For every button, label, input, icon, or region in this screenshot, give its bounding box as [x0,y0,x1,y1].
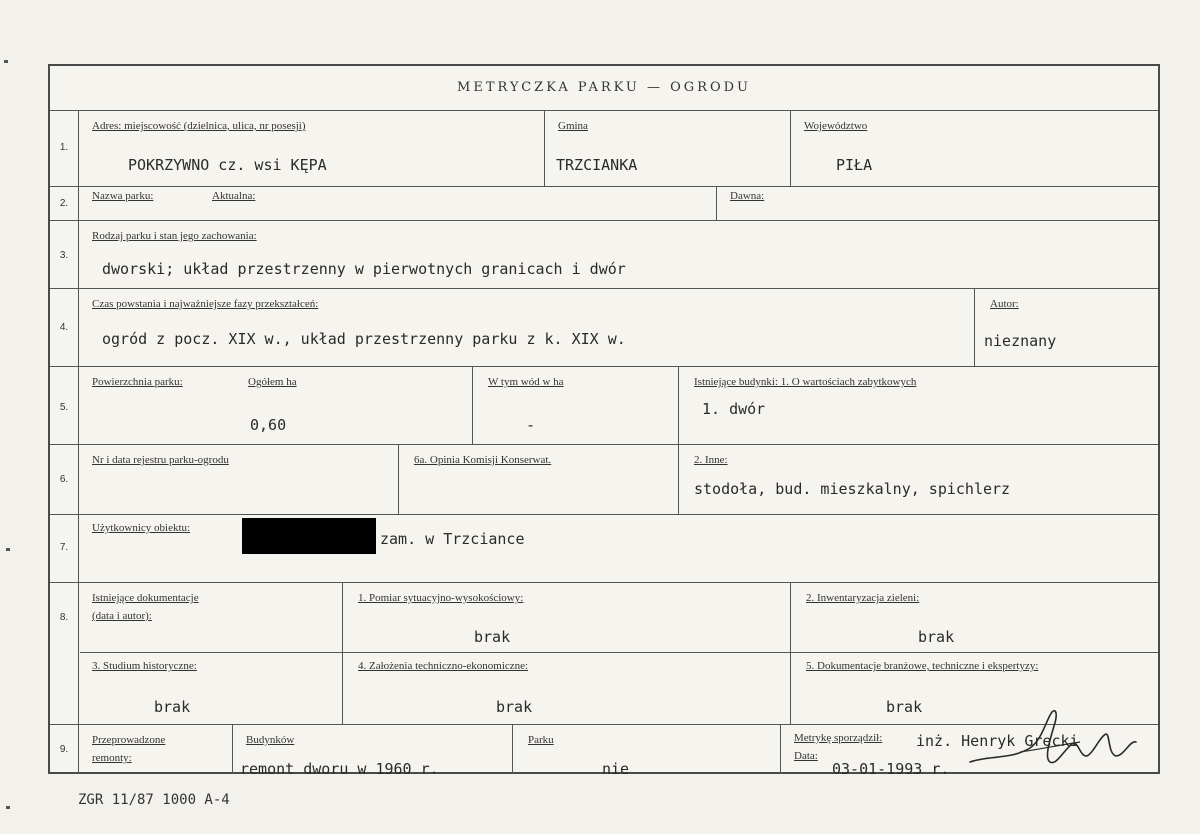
divider [78,110,79,774]
row-number: 1. [59,142,69,153]
divider [544,110,545,186]
divider [50,288,1158,289]
margin-mark [6,806,10,809]
water-area-label: W tym wód w ha [488,376,564,388]
divider [974,288,975,366]
park-type-value: dworski; układ przestrzenny w pierwotnych granicach i dwór [102,260,626,278]
repairs-label-2: remonty: [92,752,132,764]
divider [50,110,1158,111]
form-title: METRYCZKA PARKU — OGRODU [457,80,751,95]
divider [678,366,679,444]
form-code: ZGR 11/87 1000 A-4 [78,792,230,808]
greenery-label: 2. Inwentaryzacja zieleni: [806,592,920,604]
commission-opinion-label: 6a. Opinia Komisji Konserwat. [414,454,552,466]
tech-econ-label: 4. Założenia techniczno-ekonomiczne: [358,660,529,672]
greenery-value: brak [918,628,955,646]
row-number: 5. [59,402,69,413]
historic-buildings-value: 1. dwór [702,400,766,418]
divider [50,186,1158,187]
area-total-label: Ogółem ha [248,376,297,388]
author-value: nieznany [984,332,1057,350]
repairs-label: Przeprowadzone [92,734,166,746]
tech-econ-value: brak [496,698,533,716]
survey-label: 1. Pomiar sytuacyjno-wysokościowy: [358,592,524,604]
divider [790,110,791,186]
buildings-repair-value: remont dworu w 1960 r. [240,760,439,778]
voivodeship-value: PIŁA [836,156,873,174]
divider [50,444,1158,445]
branch-docs-label: 5. Dokumentacje branżowe, techniczne i ekspertyzy: [806,660,1039,672]
divider [50,514,1158,515]
historic-study-label: 3. Studium historyczne: [92,660,197,672]
divider [80,652,1158,653]
row-number: 2. [59,198,69,209]
gmina-label: Gmina [558,120,588,132]
address-label: Adres: miejscowość (dzielnica, ulica, nr posesji) [92,120,306,132]
row-number: 3. [59,250,69,261]
row-number: 4. [59,322,69,333]
docs-label-2: (data i autor): [92,610,152,622]
prepared-by-label: Metrykę sporządził: [794,732,883,744]
divider [512,724,513,774]
divider [716,186,717,220]
address-value: POKRZYWNO cz. wsi KĘPA [128,156,327,174]
current-name-label: Aktualna: [212,190,256,202]
row-number: 8. [59,612,69,623]
other-buildings-value: stodoła, bud. mieszkalny, spichlerz [694,480,1011,498]
other-buildings-label: 2. Inne: [694,454,728,466]
park-type-label: Rodzaj parku i stan jego zachowania: [92,230,257,242]
park-record-form [48,64,1160,778]
survey-value: brak [474,628,511,646]
author-label: Autor: [990,298,1019,310]
divider [342,582,343,724]
park-name-label: Nazwa parku: [92,190,154,202]
redaction-box [242,518,376,554]
historic-study-value: brak [154,698,191,716]
area-label: Powierzchnia parku: [92,376,183,388]
divider [780,724,781,774]
divider [50,582,1158,583]
area-total-value: 0,60 [250,416,287,434]
divider [678,444,679,514]
date-label: Data: [794,750,818,762]
register-label: Nr i data rejestru parku-ogrodu [92,454,229,466]
divider [790,582,791,724]
origin-value: ogród z pocz. XIX w., układ przestrzenny parku z k. XIX w. [102,330,626,348]
divider [50,220,1158,221]
row-number: 6. [59,474,69,485]
divider [50,366,1158,367]
row-number: 9. [59,744,69,755]
buildings-repair-label: Budynków [246,734,295,746]
former-name-label: Dawna: [730,190,765,202]
divider [232,724,233,774]
park-repair-value: nie [602,760,630,778]
users-value: zam. w Trzciance [380,530,525,548]
divider [398,444,399,514]
branch-docs-value: brak [886,698,923,716]
margin-mark [4,60,8,63]
margin-mark [6,548,10,551]
voivodeship-label: Województwo [804,120,868,132]
gmina-value: TRZCIANKA [556,156,638,174]
water-area-value: - [526,416,536,434]
row-number: 7. [59,542,69,553]
historic-buildings-label: Istniejące budynki: 1. O wartościach zabytkowych [694,376,917,388]
prepared-by-value: inż. Henryk Grecki [916,732,1079,750]
date-value: 03-01-1993 r. [832,760,950,778]
handwritten-signature [960,700,1150,780]
divider [472,366,473,444]
park-repair-label: Parku [528,734,554,746]
users-label: Użytkownicy obiektu: [92,522,191,534]
origin-label: Czas powstania i najważniejsze fazy przekształceń: [92,298,319,310]
docs-label: Istniejące dokumentacje [92,592,199,604]
